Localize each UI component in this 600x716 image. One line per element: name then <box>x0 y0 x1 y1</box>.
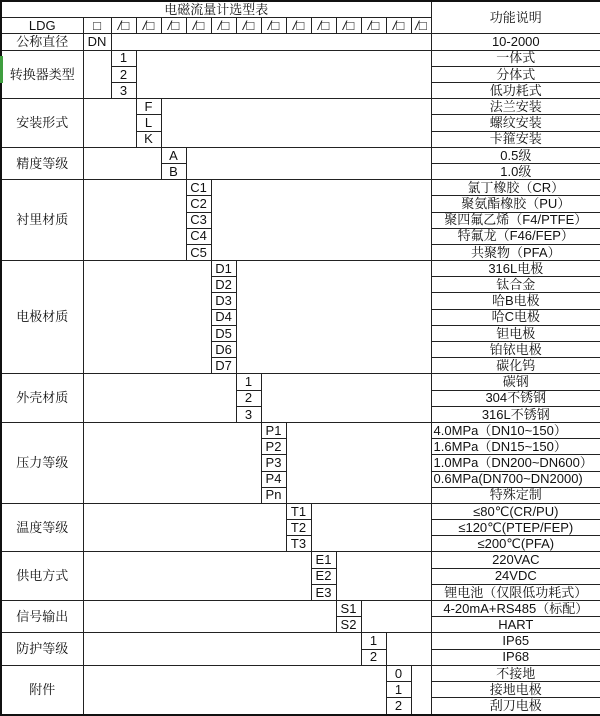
spacer-cell <box>236 261 431 374</box>
spacer-cell <box>411 665 431 715</box>
function-cell: HART <box>431 617 600 633</box>
green-edge-artifact <box>0 56 3 83</box>
code-cell: P4 <box>261 471 286 487</box>
code-cell: T2 <box>286 520 311 536</box>
function-cell: 刮刀电极 <box>431 698 600 715</box>
function-cell: IP68 <box>431 649 600 665</box>
code-cell: 0 <box>386 665 411 681</box>
slash-box: /□ <box>261 18 286 34</box>
spacer-cell <box>83 147 161 179</box>
function-cell: 一体式 <box>431 50 600 66</box>
function-cell: ≤200℃(PFA) <box>431 536 600 552</box>
model-box-placeholder: □ <box>83 18 111 34</box>
code-cell: F <box>136 99 161 115</box>
model-prefix: LDG <box>1 18 83 34</box>
spacer-cell <box>83 633 361 665</box>
function-cell: 氯丁橡胶（CR） <box>431 180 600 196</box>
category-label: 防护等级 <box>1 633 83 665</box>
spacer-cell <box>83 422 261 503</box>
function-cell: 316L不锈钢 <box>431 406 600 422</box>
category-label: 压力等级 <box>1 422 83 503</box>
code-cell: K <box>136 131 161 147</box>
spacer-cell <box>83 552 311 601</box>
function-cell: 0.5级 <box>431 147 600 163</box>
code-cell: Pn <box>261 487 286 503</box>
function-cell: 钛合金 <box>431 277 600 293</box>
function-cell: 分体式 <box>431 66 600 82</box>
function-cell: 220VAC <box>431 552 600 568</box>
code-cell: D4 <box>211 309 236 325</box>
function-cell: 哈B电极 <box>431 293 600 309</box>
slash-box: /□ <box>386 18 411 34</box>
function-cell: 螺纹安装 <box>431 115 600 131</box>
category-label: 转换器类型 <box>1 50 83 99</box>
function-cell: 接地电极 <box>431 681 600 697</box>
slash-box: /□ <box>311 18 336 34</box>
code-cell: C1 <box>186 180 211 196</box>
code-cell: L <box>136 115 161 131</box>
spacer-cell <box>83 180 186 261</box>
slash-box: /□ <box>411 18 431 34</box>
spacer-cell <box>83 665 386 715</box>
code-cell: C5 <box>186 244 211 260</box>
code-cell: DN <box>83 34 111 50</box>
function-cell: 1.6MPa（DN15~150） <box>431 439 600 455</box>
function-cell: ≤120℃(PTEP/FEP) <box>431 520 600 536</box>
category-label: 信号输出 <box>1 601 83 633</box>
code-cell: 3 <box>236 406 261 422</box>
function-cell: ≤80℃(CR/PU) <box>431 503 600 519</box>
category-label: 安装形式 <box>1 99 83 148</box>
slash-box: /□ <box>136 18 161 34</box>
spacer-cell <box>111 34 431 50</box>
spacer-cell <box>83 503 286 552</box>
spacer-cell <box>186 147 431 179</box>
code-cell: E1 <box>311 552 336 568</box>
slash-box: /□ <box>286 18 311 34</box>
function-cell: 锂电池（仅限低功耗式） <box>431 584 600 600</box>
code-cell: P3 <box>261 455 286 471</box>
code-cell: E3 <box>311 584 336 600</box>
function-header: 功能说明 <box>431 1 600 34</box>
spacer-cell <box>83 261 211 374</box>
code-cell: S1 <box>336 601 361 617</box>
spacer-cell <box>83 374 236 423</box>
code-cell: 1 <box>111 50 136 66</box>
spacer-cell <box>386 633 431 665</box>
function-cell: 卡箍安装 <box>431 131 600 147</box>
function-cell: 304不锈钢 <box>431 390 600 406</box>
slash-box: /□ <box>111 18 136 34</box>
category-label: 附件 <box>1 665 83 715</box>
spacer-cell <box>311 503 431 552</box>
code-cell: C2 <box>186 196 211 212</box>
code-cell: T3 <box>286 536 311 552</box>
spacer-cell <box>361 601 431 633</box>
function-cell: 法兰安装 <box>431 99 600 115</box>
code-cell: 2 <box>236 390 261 406</box>
function-cell: 1.0级 <box>431 163 600 179</box>
code-cell: P2 <box>261 439 286 455</box>
code-cell: D3 <box>211 293 236 309</box>
slash-box: /□ <box>186 18 211 34</box>
spacer-cell <box>136 50 431 99</box>
function-cell: 哈C电极 <box>431 309 600 325</box>
function-cell: 特氟龙（F46/FEP） <box>431 228 600 244</box>
function-cell: 低功耗式 <box>431 83 600 99</box>
code-cell: 1 <box>361 633 386 649</box>
code-cell: 3 <box>111 83 136 99</box>
code-cell: 1 <box>236 374 261 390</box>
category-label: 公称直径 <box>1 34 83 50</box>
spacer-cell <box>161 99 431 148</box>
function-cell: 1.0MPa（DN200~DN600） <box>431 455 600 471</box>
code-cell: T1 <box>286 503 311 519</box>
code-cell: P1 <box>261 422 286 438</box>
slash-box: /□ <box>211 18 236 34</box>
function-cell: 聚四氟乙烯（F4/PTFE） <box>431 212 600 228</box>
function-cell: 4.0MPa（DN10~150） <box>431 422 600 438</box>
spacer-cell <box>83 601 336 633</box>
code-cell: C4 <box>186 228 211 244</box>
function-cell: 4-20mA+RS485（标配） <box>431 601 600 617</box>
code-cell: A <box>161 147 186 163</box>
function-cell: 共聚物（PFA） <box>431 244 600 260</box>
table-title: 电磁流量计选型表 <box>1 1 431 18</box>
code-cell: 2 <box>111 66 136 82</box>
code-cell: 1 <box>386 681 411 697</box>
spacer-cell <box>83 99 136 148</box>
function-cell: 碳化钨 <box>431 358 600 374</box>
function-cell: 24VDC <box>431 568 600 584</box>
function-cell: 聚氨酯橡胶（PU） <box>431 196 600 212</box>
slash-box: /□ <box>336 18 361 34</box>
function-cell: 碳钢 <box>431 374 600 390</box>
code-cell: D7 <box>211 358 236 374</box>
code-cell: D2 <box>211 277 236 293</box>
category-label: 外壳材质 <box>1 374 83 423</box>
spacer-cell <box>83 50 111 99</box>
category-label: 供电方式 <box>1 552 83 601</box>
function-cell: 316L电极 <box>431 261 600 277</box>
function-cell: 0.6MPa(DN700~DN2000) <box>431 471 600 487</box>
spacer-cell <box>211 180 431 261</box>
function-cell: 不接地 <box>431 665 600 681</box>
code-cell: D5 <box>211 325 236 341</box>
code-cell: B <box>161 163 186 179</box>
spacer-cell <box>336 552 431 601</box>
slash-box: /□ <box>361 18 386 34</box>
category-label: 温度等级 <box>1 503 83 552</box>
category-label: 电极材质 <box>1 261 83 374</box>
spacer-cell <box>286 422 431 503</box>
category-label: 衬里材质 <box>1 180 83 261</box>
function-cell: 特殊定制 <box>431 487 600 503</box>
category-label: 精度等级 <box>1 147 83 179</box>
function-cell: 10-2000 <box>431 34 600 50</box>
code-cell: 2 <box>361 649 386 665</box>
spacer-cell <box>261 374 431 423</box>
function-cell: 铂铱电极 <box>431 342 600 358</box>
slash-box: /□ <box>161 18 186 34</box>
code-cell: S2 <box>336 617 361 633</box>
code-cell: D1 <box>211 261 236 277</box>
slash-box: /□ <box>236 18 261 34</box>
code-cell: D6 <box>211 342 236 358</box>
function-cell: 钽电极 <box>431 325 600 341</box>
code-cell: C3 <box>186 212 211 228</box>
code-cell: E2 <box>311 568 336 584</box>
code-cell: 2 <box>386 698 411 715</box>
function-cell: IP65 <box>431 633 600 649</box>
